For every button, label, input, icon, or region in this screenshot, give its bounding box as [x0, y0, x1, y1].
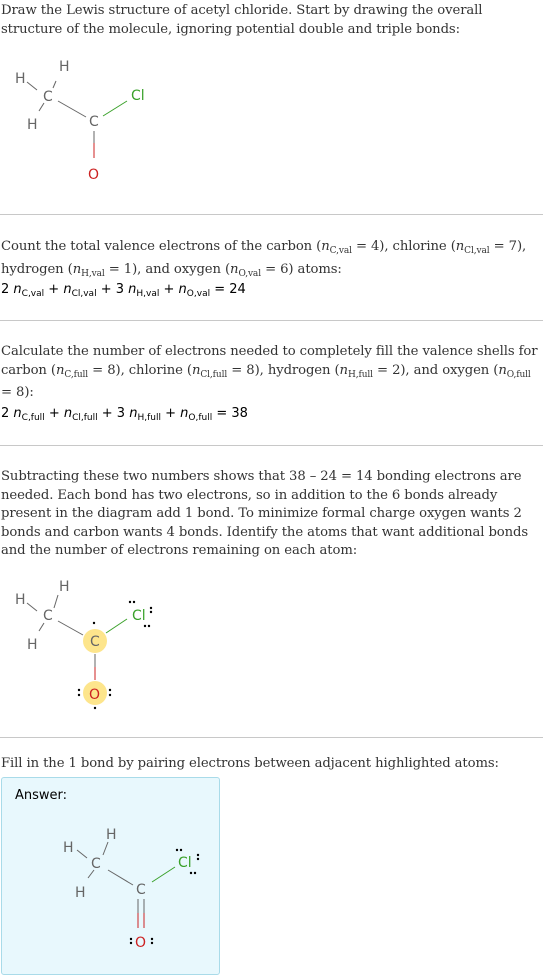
- bond-h-c: [53, 81, 56, 88]
- atom-h: H: [63, 840, 74, 856]
- step1-text: Draw the Lewis structure of acetyl chloride. Start by drawing the overall structure of the molecule, ignoring potential double and triple bonds:: [1, 3, 483, 37]
- bond-c-c: [108, 870, 133, 885]
- divider: [0, 737, 543, 738]
- divider: [0, 214, 543, 215]
- step2-text: Count the total valence electrons of the carbon $(n_{C,val} = 4)$, chlorine $(n_{Cl,val} = 7)$, hydrogen $(n_{H,val} = 1)$, and oxygen $(n_{O,val} = 6)$ atoms:: [1, 239, 527, 279]
- bond-h-c: [77, 850, 87, 858]
- atom-h: H: [15, 592, 26, 608]
- atom-c: C: [43, 608, 53, 624]
- bond-c-cl: [152, 867, 175, 882]
- atom-h: H: [59, 579, 70, 595]
- step3-text: Calculate the number of electrons needed to completely fill the valence shells for carbon $(n_{C,full} = 8)$, chlorine $(n_{Cl,full} = 8)$, hydrogen $(n_{H,full} = 2)$, and oxygen $(n_{O,full} = 8)$:: [1, 344, 538, 400]
- divider: [0, 320, 543, 321]
- bond-c-cl: [106, 619, 127, 633]
- atom-h: H: [75, 885, 86, 901]
- step5-text: Fill in the 1 bond by pairing electrons between adjacent highlighted atoms:: [1, 756, 499, 771]
- bond-h-c: [54, 595, 58, 608]
- atom-h: H: [27, 637, 38, 653]
- atom-o: O: [88, 167, 100, 183]
- atom-c: C: [136, 882, 146, 898]
- atom-c: C: [90, 634, 100, 650]
- bond-h-c: [39, 623, 44, 631]
- molecule-diagram-answer: [2, 778, 202, 951]
- bond-c-cl: [103, 101, 127, 116]
- atom-h: H: [106, 827, 117, 843]
- divider: [0, 445, 543, 446]
- atom-c: C: [91, 856, 101, 872]
- atom-o: O: [135, 935, 147, 951]
- atom-c: C: [43, 89, 53, 105]
- answer-box: [1, 777, 220, 975]
- atom-cl: Cl: [132, 608, 146, 624]
- atom-cl: Cl: [178, 855, 192, 871]
- atom-cl: Cl: [131, 88, 145, 104]
- molecule-diagram-2: [0, 575, 170, 715]
- atom-h: H: [27, 117, 38, 133]
- bond-c-c: [58, 621, 83, 635]
- molecule-diagram-1: [0, 55, 170, 185]
- step4-text: Subtracting these two numbers shows that 38 – 24 = 14 bonding electrons are needed. Each bond has two electrons, so in addition to the 6 bonds already present in the diagram add 1 bond. To minimize formal charge oxygen wants 2 bonds and carbon wants 4 bonds. Identify the atoms that want additional bonds and the number of electrons remaining on each atom:: [1, 469, 529, 558]
- atom-o: O: [89, 687, 101, 703]
- atom-h: H: [59, 59, 70, 75]
- bond-c-c: [58, 101, 86, 117]
- atom-c: C: [89, 114, 99, 130]
- full-shell-equation: 2 $n_{C,full} + n_{Cl,full} + 3$ $n_{H,full} + n_{O,full} = 38$: [1, 406, 248, 423]
- answer-label: Answer:: [15, 788, 68, 803]
- bond-h-c: [27, 82, 37, 90]
- atom-h: H: [15, 71, 26, 87]
- bond-h-c: [27, 603, 37, 611]
- valence-equation: 2 $n_{C,val} + n_{Cl,val} + 3$ $n_{H,val} + n_{O,val} = 24$: [1, 282, 246, 299]
- bond-h-c: [103, 842, 108, 855]
